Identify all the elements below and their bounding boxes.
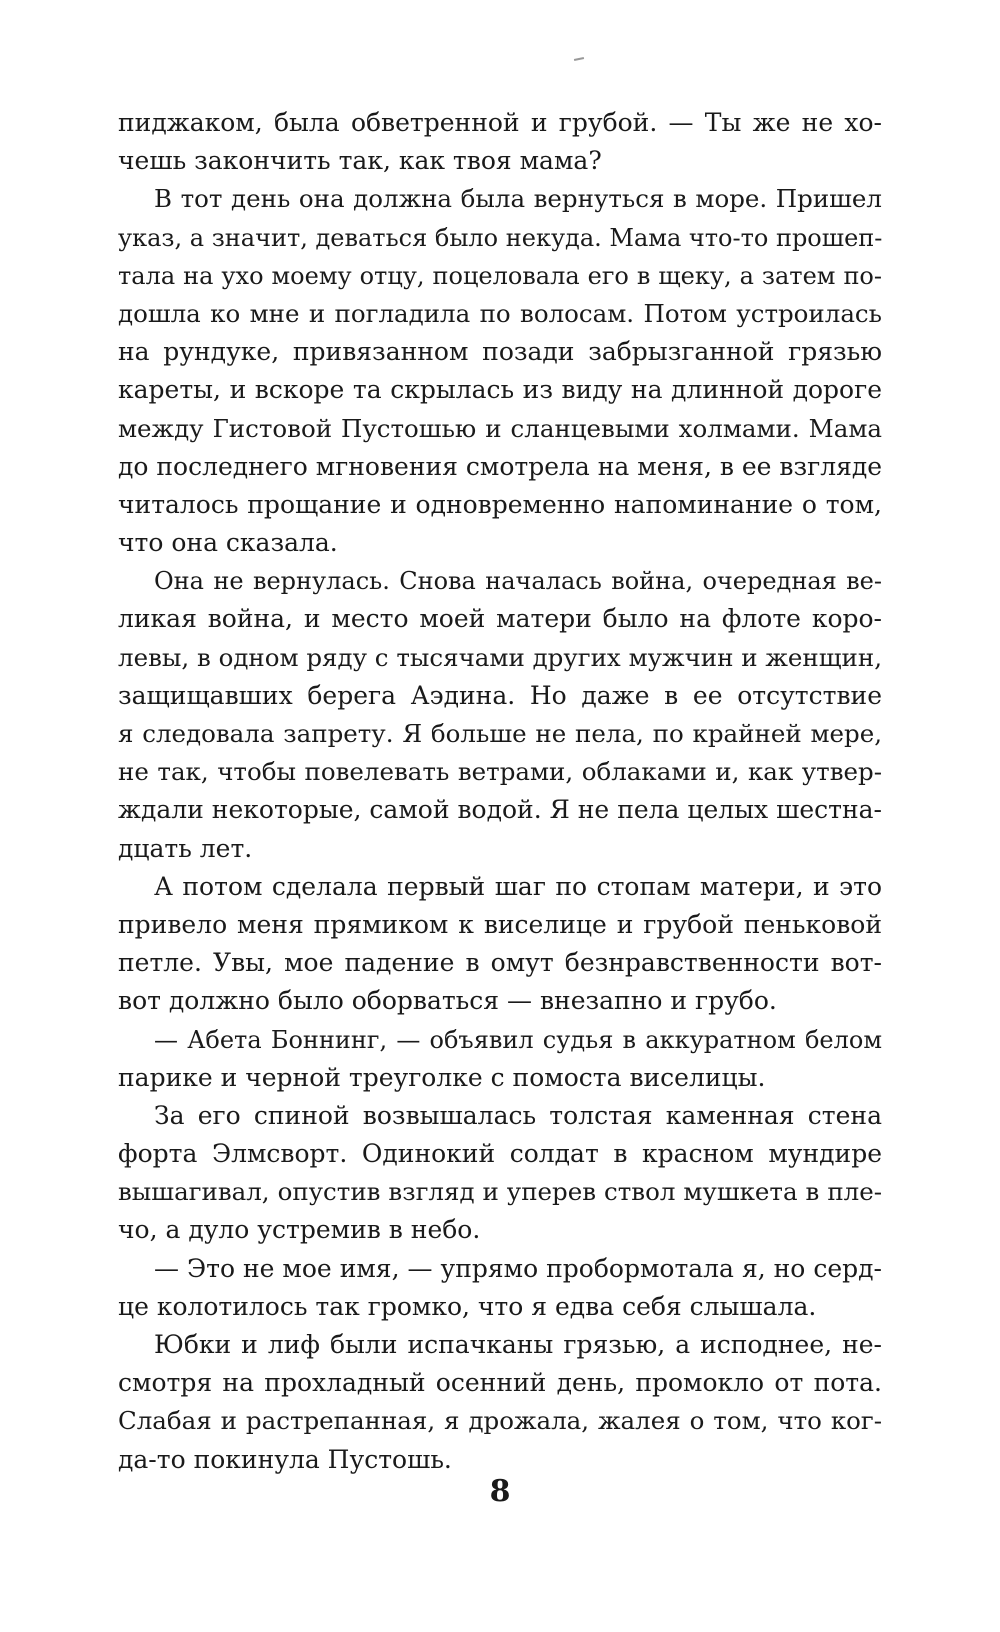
text-line: пиджаком, была обветренной и грубой. — Ты же не хо- bbox=[118, 108, 882, 137]
text-line: В тот день она должна была вернуться в море. Пришел bbox=[154, 184, 882, 214]
text-line: не так, чтобы повелевать ветрами, облаками и, как утвер- bbox=[118, 757, 882, 787]
text-line: дцать лет. bbox=[118, 833, 253, 863]
text-line: А потом сделала первый шаг по стопам матери, и это bbox=[154, 871, 882, 901]
text-line: Она не вернулась. Снова началась война, очередная ве- bbox=[154, 567, 882, 596]
text-line: левы, в одном ряду с тысячами других мужчин и женщин, bbox=[118, 642, 882, 672]
text-line: — Абета Боннинг, — объявил судья в аккуратном белом bbox=[154, 1025, 882, 1054]
scan-mark bbox=[574, 57, 584, 61]
text-line: да-то покинула Пустошь. bbox=[118, 1444, 452, 1474]
text-line: парике и черной треуголке с помоста виселицы. bbox=[118, 1062, 766, 1092]
text-line: За его спиной возвышалась толстая каменная стена bbox=[154, 1100, 882, 1130]
text-line: чо, а дуло устремив в небо. bbox=[118, 1215, 481, 1245]
text-line: дошла ко мне и погладила по волосам. Потом устроилась bbox=[118, 298, 882, 328]
text-line: форта Элмсворт. Одинокий солдат в красном мундире bbox=[118, 1139, 882, 1169]
text-line: Юбки и лиф были испачканы грязью, а исподнее, не- bbox=[154, 1330, 882, 1359]
text-line: це колотилось так громко, что я едва себя слышала. bbox=[118, 1291, 817, 1321]
text-line: Слабая и растрепанная, я дрожала, жалея о том, что ког- bbox=[118, 1406, 882, 1436]
text-line: читалось прощание и одновременно напоминание о том, bbox=[118, 489, 882, 519]
text-line: привело меня прямиком к виселице и грубой пеньковой bbox=[118, 909, 882, 939]
text-line: вышагивал, опустив взгляд и уперев ствол мушкета в пле- bbox=[118, 1177, 882, 1207]
text-line: до последнего мгновения смотрела на меня, в ее взгляде bbox=[118, 451, 883, 481]
body-text bbox=[118, 104, 882, 1479]
text-line: я следовала запрету. Я больше не пела, по крайней мере, bbox=[118, 719, 882, 748]
text-line: — Это не мое имя, — упрямо пробормотала я, но серд- bbox=[154, 1253, 882, 1283]
page-number: 8 bbox=[489, 1474, 511, 1509]
text-line: петле. Увы, мое падение в омут безнравственности вот- bbox=[118, 948, 882, 978]
text-line: между Гистовой Пустошью и сланцевыми холмами. Мама bbox=[118, 413, 882, 443]
text-line: указ, а значит, деваться было некуда. Мама что-то прошеп- bbox=[118, 223, 883, 252]
text-line: чешь закончить так, как твоя мама? bbox=[118, 146, 602, 176]
text-line: кареты, и вскоре та скрылась из виду на длинной дороге bbox=[118, 375, 882, 405]
text-line: смотря на прохладный осенний день, промокло от пота. bbox=[118, 1368, 882, 1398]
text-line: ликая война, и место моей матери было на флоте коро- bbox=[118, 604, 882, 634]
text-line: защищавших берега Аэдина. Но даже в ее отсутствие bbox=[118, 680, 882, 710]
text-line: что она сказала. bbox=[118, 528, 338, 558]
text-line: вот должно было оборваться — внезапно и грубо. bbox=[118, 986, 777, 1016]
text-line: на рундуке, привязанном позади забрызганной грязью bbox=[118, 337, 882, 367]
text-line: ждали некоторые, самой водой. Я не пела целых шестна- bbox=[118, 795, 882, 825]
text-line: тала на ухо моему отцу, поцеловала его в щеку, а затем по- bbox=[118, 261, 882, 290]
